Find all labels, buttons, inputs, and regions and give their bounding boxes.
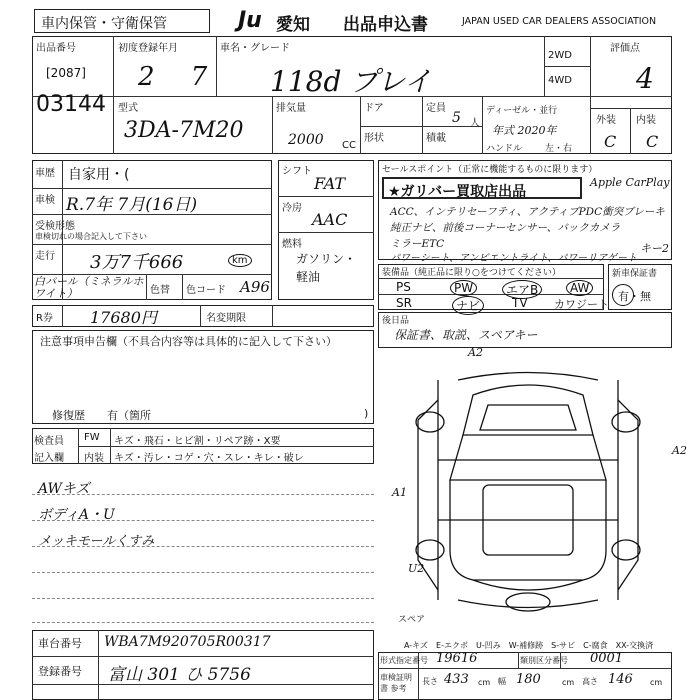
year-model-value: 年式 2020年 — [492, 124, 557, 137]
cert-dims-label: 車検証明書 参考 — [380, 673, 412, 693]
4wd-label: 4WD — [548, 75, 572, 86]
color-code-value: A96 — [240, 278, 270, 296]
ac-value: AAC — [312, 210, 348, 229]
cc-unit: CC — [342, 140, 356, 151]
sales-point-label: セールスポイント（正常に機能するものに限ります） — [382, 165, 598, 175]
hei-label: 高さ — [582, 677, 598, 686]
fuel-value: ガソリン・軽油 — [296, 252, 357, 284]
car-name-label: 車名・グレード — [220, 43, 290, 54]
score-label: 評価点 — [610, 43, 640, 54]
rear-items-label: 後日品 — [382, 316, 410, 326]
equip-aw: AW — [566, 280, 593, 296]
form-title: 出品申込書 — [343, 15, 428, 35]
shape-label: 形状 — [364, 133, 384, 144]
storage-box — [34, 9, 210, 33]
repair-paren: ) — [364, 407, 369, 420]
2wd-label: 2WD — [548, 50, 572, 61]
len-label: 長さ — [422, 677, 438, 686]
rear-items-value: 保証書、取説、スペアキー — [394, 328, 538, 342]
displacement-value: 2000 — [288, 132, 324, 148]
equip-tv: TV — [512, 296, 528, 310]
class-no-label: 類別区分番号 — [520, 656, 568, 665]
first-reg-label: 初度登録年月 — [118, 43, 178, 54]
equip-navi: ナビ — [452, 296, 484, 315]
chassis-value: WBA7M920705R00317 — [104, 634, 271, 650]
recycle-row — [32, 305, 374, 327]
lot-no-label: 出品番号 — [36, 43, 76, 54]
sales-line: 純正ナビ、前後コーナーセンサー、バックカメラ — [390, 222, 621, 234]
inspection-label: 受検形態 — [35, 221, 75, 232]
interior-row-label: 内装 — [84, 453, 104, 464]
hei-value: 146 — [608, 672, 633, 687]
inspector-label: 検査員 — [34, 436, 64, 447]
sales-line: パワーシート、アンビエントライト、パワーリアゲート — [390, 253, 637, 264]
ac-label: 冷房 — [282, 203, 302, 214]
color-code-label: 色コード — [186, 285, 226, 296]
load-label: 積載 — [426, 133, 446, 144]
handle-label: ハンドル — [486, 144, 523, 154]
spare-label: スペア — [398, 615, 426, 625]
lot-prefix: [2087] — [46, 66, 86, 80]
org-name: 愛知 — [276, 15, 310, 35]
name-change-label: 名変期限 — [206, 313, 246, 324]
sales-title: ★ガリバー買取店出品 — [388, 184, 527, 200]
equip-sr: SR — [396, 296, 412, 310]
notice-label: 注意事項申告欄（不具合内容等は具体的に記入して下さい） — [40, 335, 337, 348]
door-label: ドア — [364, 103, 384, 114]
history-value: 自家用・( — [68, 167, 130, 183]
equipment-label: 装備品（純正品に限り○をつけてください） — [382, 268, 561, 278]
note-line: AWキズ — [38, 481, 90, 497]
exterior-label: 外装 — [596, 115, 616, 126]
model-label: 型式 — [118, 103, 138, 114]
interior-check-items: キズ・汚レ・コゲ・穴・スレ・キレ・破レ — [114, 453, 304, 464]
shaken-value: R.7年 7月(16日) — [66, 195, 198, 215]
diag-a1: A1 — [392, 486, 407, 499]
note-line: メッキモールくすみ — [38, 534, 155, 549]
capacity-label: 定員 — [426, 103, 446, 114]
diag-u2: U2 — [408, 562, 425, 575]
handle-side: 左・右 — [545, 144, 573, 154]
plate-value: 富山 301 ひ 5756 — [108, 665, 251, 685]
capacity-value: 5 — [452, 110, 461, 126]
shift-label: シフト — [282, 166, 312, 177]
fw-label: FW — [84, 432, 100, 443]
note-line: ボディA・U — [38, 507, 115, 523]
ju-logo: Ju — [238, 8, 262, 33]
type-label: ディーゼル・並行 — [486, 106, 558, 116]
history-label: 車歴 — [35, 168, 55, 179]
sales-title-box — [382, 177, 582, 199]
fuel-label: 燃料 — [282, 239, 302, 250]
wid-unit: cm — [562, 678, 575, 687]
manual-options: 有・無 — [618, 290, 651, 303]
class-no-value: 0001 — [590, 651, 624, 666]
damage-legend: A-キズ E-エクボ U-凹み W-補修跡 S-サビ C-腐食 XX-交換済 — [404, 641, 654, 650]
displacement-label: 排気量 — [276, 103, 306, 114]
manual-label: 新車保証書 — [612, 269, 658, 279]
first-reg-value: 2 7 — [138, 62, 222, 92]
int-grade-value: C — [646, 132, 659, 151]
interior-label: 内装 — [636, 115, 656, 126]
sales-line: ミラーETC — [390, 238, 445, 250]
repair-label: 修復歴 有（箇所 — [52, 409, 151, 422]
color-change-label: 色替 — [150, 285, 170, 296]
score-value: 4 — [636, 62, 654, 95]
keys-note: キー2 — [640, 242, 669, 255]
len-value: 433 — [444, 672, 469, 687]
diag-a2-top: A2 — [468, 346, 483, 359]
storage-label: 車内保管・守衛保管 — [41, 16, 167, 32]
car-name-value: 118d プレイ — [270, 65, 432, 98]
mileage-label: 走行 — [35, 251, 55, 262]
mileage-unit: km — [228, 254, 252, 267]
manual-yes-circle — [612, 284, 634, 306]
equip-pw: PW — [450, 280, 477, 296]
model-cert-value: 19616 — [436, 651, 478, 666]
exterior-check-items: キズ・飛石・ヒビ割・リペア跡・X要 — [114, 436, 281, 447]
capacity-unit: 人 — [470, 118, 480, 129]
mileage-value: 3万7千666 — [90, 252, 184, 273]
equip-airbag: エアB — [502, 280, 542, 299]
car-damage-diagram — [378, 350, 678, 630]
color-value: 白パール（ミネラルホワイト） — [34, 275, 144, 300]
lot-no-value: 03144 — [36, 92, 106, 117]
plate-label: 登録番号 — [38, 665, 82, 678]
model-value: 3DA-7M20 — [124, 118, 244, 143]
recycle-value: 17680円 — [90, 308, 157, 327]
apple-carplay: Apple CarPlay — [590, 176, 670, 189]
equip-leather: カワジート — [554, 298, 609, 311]
recycle-label: R券 — [36, 313, 53, 324]
sales-line: ACC、インテリセーフティ、アクティブPDC衝突ブレーキ — [390, 206, 665, 218]
model-cert-label: 形式指定番号 — [380, 656, 428, 665]
shift-value: FAT — [314, 174, 346, 193]
inspection-note: 車検切れの場合記入して下さい — [35, 232, 147, 241]
assoc-name: JAPAN USED CAR DEALERS ASSOCIATION — [462, 16, 657, 27]
entry-label: 記入欄 — [34, 453, 64, 464]
diag-a2-right: A2 — [672, 444, 687, 457]
ext-grade-value: C — [604, 132, 617, 151]
equip-ps: PS — [396, 280, 411, 294]
shaken-label: 車検 — [35, 195, 55, 206]
wid-value: 180 — [516, 672, 541, 687]
len-unit: cm — [478, 678, 491, 687]
wid-label: 幅 — [498, 677, 506, 686]
hei-unit: cm — [650, 678, 663, 687]
chassis-label: 車台番号 — [38, 637, 82, 650]
